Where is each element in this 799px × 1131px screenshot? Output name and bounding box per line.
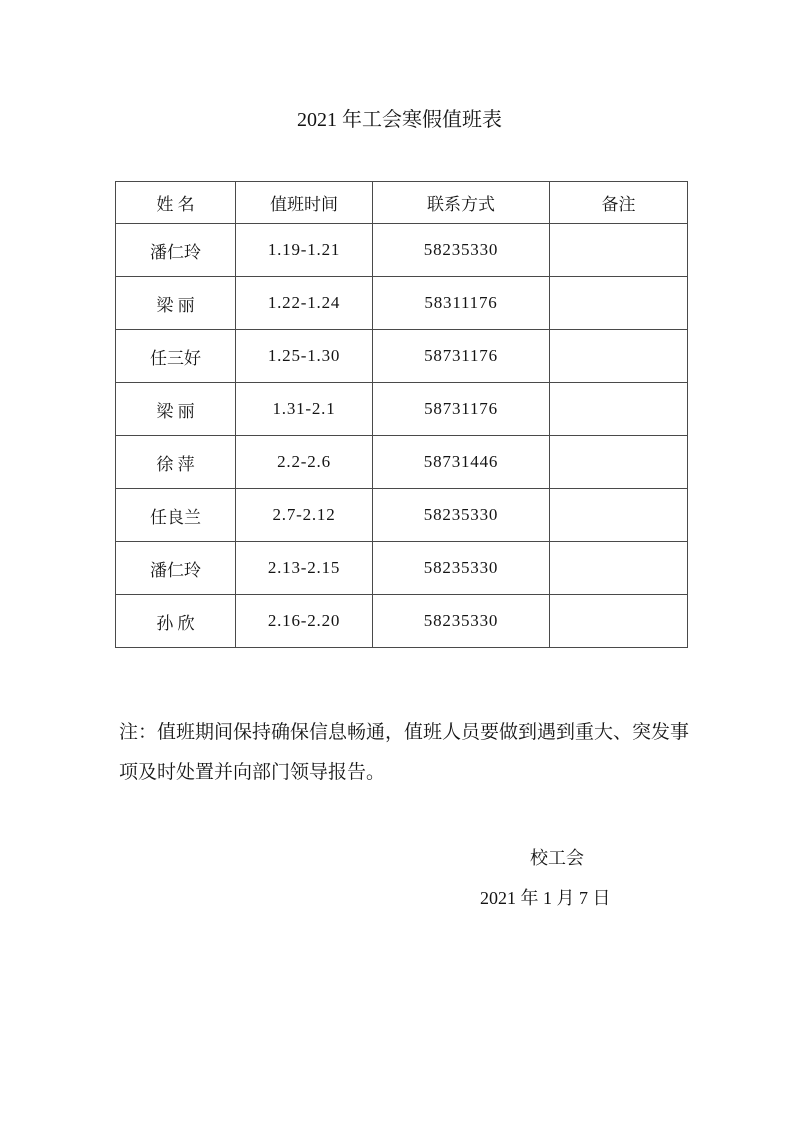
remark-cell [550,436,688,489]
phone-cell: 58235330 [373,489,550,542]
duty-time-cell: 2.7-2.12 [236,489,373,542]
table-row [116,489,688,542]
duty-time-cell: 1.25-1.30 [236,330,373,383]
document-title: 2021 年工会寒假值班表 [297,109,502,131]
duty-time-cell: 2.2-2.6 [236,436,373,489]
header-duty-time: 值班时间 [236,182,373,224]
name-cell: 潘仁玲 [116,224,236,277]
signature-organization: 校工会 [530,848,584,868]
header-name: 姓 名 [116,182,236,224]
remark-cell [550,277,688,330]
table-row [116,383,688,436]
duty-roster-table [115,181,688,648]
name-cell: 潘仁玲 [116,542,236,595]
remark-cell [550,330,688,383]
table-header-row [116,182,688,224]
remark-cell [550,224,688,277]
phone-cell: 58731176 [373,383,550,436]
name-cell: 孙 欣 [116,595,236,648]
table-row [116,542,688,595]
name-cell: 徐 萍 [116,436,236,489]
name-cell: 梁 丽 [116,277,236,330]
remark-cell [550,383,688,436]
remark-cell [550,595,688,648]
phone-cell: 58731176 [373,330,550,383]
note-text-line: 项及时处置并向部门领导报告。 [119,762,386,783]
table-row [116,224,688,277]
name-cell: 任三好 [116,330,236,383]
name-cell: 任良兰 [116,489,236,542]
remark-cell [550,542,688,595]
phone-cell: 58235330 [373,542,550,595]
remark-cell [550,489,688,542]
duty-time-cell: 1.31-2.1 [236,383,373,436]
duty-time-cell: 1.22-1.24 [236,277,373,330]
phone-cell: 58235330 [373,224,550,277]
phone-cell: 58311176 [373,277,550,330]
note-text-line: 注：值班期间保持确保信息畅通，值班人员要做到遇到重大、突发事 [119,722,690,743]
table-row [116,330,688,383]
name-cell: 梁 丽 [116,383,236,436]
table-row [116,277,688,330]
table-row [116,595,688,648]
duty-time-cell: 2.16-2.20 [236,595,373,648]
duty-time-cell: 1.19-1.21 [236,224,373,277]
header-remark: 备注 [550,182,688,224]
duty-time-cell: 2.13-2.15 [236,542,373,595]
table-row [116,436,688,489]
signature-date: 2021 年 1 月 7 日 [480,888,611,908]
phone-cell: 58235330 [373,595,550,648]
phone-cell: 58731446 [373,436,550,489]
header-contact: 联系方式 [373,182,550,224]
